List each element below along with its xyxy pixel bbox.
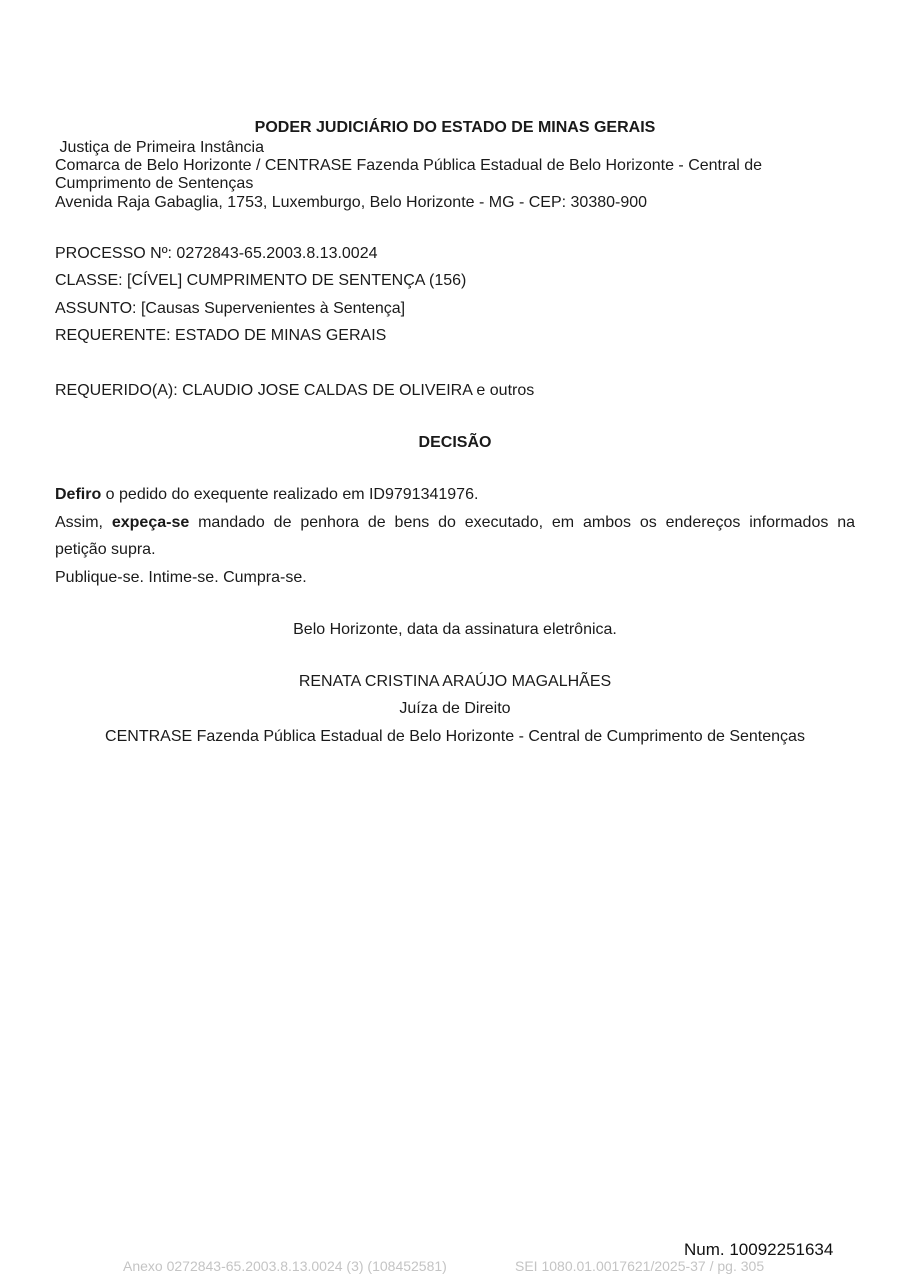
paragraph-2-continued: petição supra. <box>55 541 156 558</box>
assunto-line: ASSUNTO: [Causas Supervenientes à Sentença] <box>55 300 406 317</box>
document-number: Num. 10092251634 <box>684 1240 834 1259</box>
comarca-line-1: Comarca de Belo Horizonte / CENTRASE Fazenda Pública Estadual de Belo Horizonte - Central de <box>55 157 763 174</box>
decision-title: DECISÃO <box>418 434 492 451</box>
classe-line: CLASSE: [CÍVEL] CUMPRIMENTO DE SENTENÇA (156) <box>55 272 467 289</box>
paragraph-3: Publique-se. Intime-se. Cumpra-se. <box>55 569 307 586</box>
place-date: Belo Horizonte, data da assinatura eletrônica. <box>293 621 617 638</box>
paragraph-2 <box>55 514 855 532</box>
signer-role: Juíza de Direito <box>399 700 511 717</box>
court-title: PODER JUDICIÁRIO DO ESTADO DE MINAS GERAIS <box>254 119 656 136</box>
paragraph-2-text: mandado de penhora de bens do executado, em ambos os endereços informados na <box>189 514 855 531</box>
comarca-line-2: Cumprimento de Sentenças <box>55 175 254 192</box>
paragraph-2-bold: expeça-se <box>111 514 190 531</box>
annex-reference: Anexo 0272843-65.2003.8.13.0024 (3) (108452581) <box>123 1258 447 1274</box>
processo-line: PROCESSO Nº: 0272843-65.2003.8.13.0024 <box>55 245 378 262</box>
paragraph-1 <box>55 486 478 504</box>
signer-name: RENATA CRISTINA ARAÚJO MAGALHÃES <box>298 673 612 690</box>
instance-line: Justiça de Primeira Instância <box>55 139 264 156</box>
address-line: Avenida Raja Gabaglia, 1753, Luxemburgo, Belo Horizonte - MG - CEP: 30380-900 <box>55 194 648 211</box>
paragraph-1-text: o pedido do exequente realizado em ID9791341976. <box>101 486 479 503</box>
requerido-line: REQUERIDO(A): CLAUDIO JOSE CALDAS DE OLIVEIRA e outros <box>55 382 535 399</box>
paragraph-1-bold: Defiro <box>55 486 102 503</box>
sei-reference: SEI 1080.01.0017621/2025-37 / pg. 305 <box>515 1258 765 1274</box>
requerente-line: REQUERENTE: ESTADO DE MINAS GERAIS <box>55 327 387 344</box>
paragraph-2-start: Assim, <box>55 514 112 531</box>
signer-unit: CENTRASE Fazenda Pública Estadual de Belo Horizonte - Central de Cumprimento de Sentenças <box>105 728 805 745</box>
